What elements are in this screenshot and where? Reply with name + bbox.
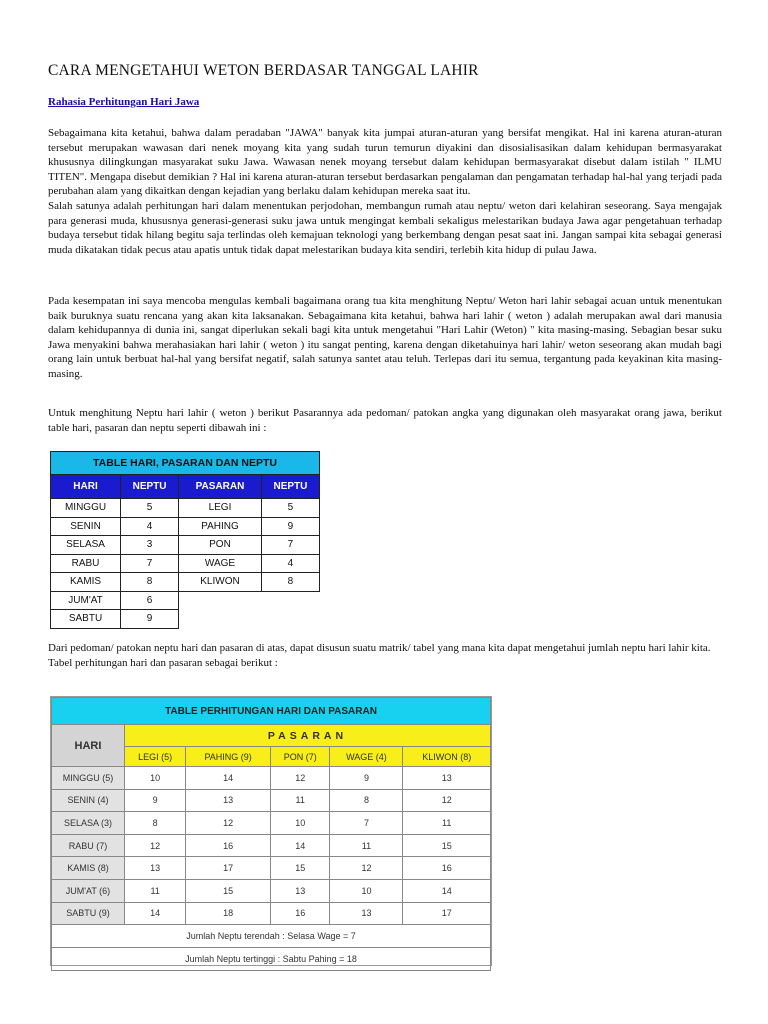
neptu-sum-cell: 17 — [186, 857, 271, 880]
pasaran-column-header: WAGE (4) — [330, 747, 403, 767]
neptu-table-row — [51, 517, 320, 536]
neptu-sum-cell: 12 — [403, 789, 491, 812]
neptu-sum-cell: 10 — [270, 812, 330, 835]
neptu-sum-cell: 16 — [270, 902, 330, 925]
perhitungan-table-row — [52, 834, 491, 857]
neptu-sum-cell: 12 — [330, 857, 403, 880]
neptu-sum-cell: 13 — [330, 902, 403, 925]
neptu-table-row — [51, 573, 320, 592]
neptu-sum-cell: 14 — [270, 834, 330, 857]
neptu-table-cell: PAHING — [179, 517, 262, 536]
neptu-table-cell: JUM'AT — [51, 591, 121, 610]
neptu-sum-cell: 10 — [330, 879, 403, 902]
neptu-sum-cell: 13 — [125, 857, 186, 880]
pasaran-header: PASARAN — [125, 725, 491, 747]
day-label: SENIN (4) — [52, 789, 125, 812]
neptu-sum-cell: 9 — [125, 789, 186, 812]
day-label: KAMIS (8) — [52, 857, 125, 880]
neptu-sum-cell: 10 — [125, 767, 186, 790]
paragraph-matrix-intro: Dari pedoman/ patokan neptu hari dan pasaran di atas, dapat disusun suatu matrik/ tabel yang mana kita dapat mengetahui jumlah neptu hari lahir kita. Tabel perhitungan hari dan pasaran sebagai berikut : — [48, 642, 711, 669]
day-label: SABTU (9) — [52, 902, 125, 925]
neptu-sum-cell: 16 — [186, 834, 271, 857]
neptu-table-title: TABLE HARI, PASARAN DAN NEPTU — [51, 452, 320, 475]
neptu-sum-cell: 9 — [330, 767, 403, 790]
perhitungan-table-row — [52, 857, 491, 880]
neptu-table-cell: 7 — [261, 536, 319, 555]
neptu-table-row — [51, 536, 320, 555]
perhitungan-table-row — [52, 812, 491, 835]
neptu-table-cell: 4 — [261, 554, 319, 573]
pasaran-column-header: PAHING (9) — [186, 747, 271, 767]
neptu-sum-cell: 13 — [186, 789, 271, 812]
perhitungan-table-row — [52, 879, 491, 902]
neptu-table-cell: MINGGU — [51, 499, 121, 518]
neptu-table-cell: LEGI — [179, 499, 262, 518]
paragraph-intro-part2: Salah satunya adalah perhitungan hari dalam menentukan perjodohan, membangun rumah atau neptu/ weton dari kelahiran seseorang. Saya mengajak para generasi muda, khususnya generasi-generasi suku jawa untuk mengingat kembali sekaligus melestarikan budaya Jawa agar pengetahuan terhadap budaya tersebut tidak hilang begitu saja terlindas oleh kemajuan teknologi yang berkembang dengan pesat saat ini. Jangan sampai kita sebagai generasi muda dikatakan tidak pecus atau apatis untuk tidak dapat melestarikan budaya kita sendiri, terlebih kita hidup di pulau Jawa. — [48, 199, 722, 256]
paragraph-intro-part1: Sebagaimana kita ketahui, bahwa dalam peradaban "JAWA" banyak kita jumpai aturan-aturan yang bersifat mengikat. Hal ini karena aturan-aturan tersebut merupakan wawasan dari nenek moyang kita yang sudah turun temurun diyakini dan disosialisasikan dalam kehidupan bermasyarakat khususnya dilingkungan masyarakat suku Jawa. Wawasan nenek moyang tersebut dalam kehidupan bermasyarakat disebut dalam istilah " ILMU TITEN". Mengapa disebut demikian ? Hal ini karena aturan-aturan tersebut berdasarkan pengalaman dan pengamatan terhadap hal-hal yang terjadi pada perubahan alam yang dikaitkan dengan kejadian yang berlaku dalam kehidupan mereka saat itu. — [48, 127, 722, 198]
neptu-table-row — [51, 591, 320, 610]
neptu-sum-cell: 16 — [403, 857, 491, 880]
day-label: MINGGU (5) — [52, 767, 125, 790]
footer-highest: Jumlah Neptu tertinggi : Sabtu Pahing = 18 — [52, 948, 491, 971]
neptu-sum-cell: 11 — [270, 789, 330, 812]
neptu-sum-cell: 11 — [125, 879, 186, 902]
neptu-sum-cell: 8 — [125, 812, 186, 835]
neptu-sum-cell: 15 — [186, 879, 271, 902]
footer-lowest: Jumlah Neptu terendah : Selasa Wage = 7 — [52, 925, 491, 948]
neptu-table-cell: RABU — [51, 554, 121, 573]
neptu-sum-cell: 12 — [186, 812, 271, 835]
perhitungan-table-title: TABLE PERHITUNGAN HARI DAN PASARAN — [52, 698, 491, 725]
neptu-sum-cell: 8 — [330, 789, 403, 812]
neptu-table-header: HARI — [51, 475, 121, 499]
perhitungan-table-row — [52, 789, 491, 812]
neptu-table-cell: KLIWON — [179, 573, 262, 592]
day-label: RABU (7) — [52, 834, 125, 857]
neptu-table-row — [51, 554, 320, 573]
neptu-table-cell: SENIN — [51, 517, 121, 536]
day-label: SELASA (3) — [52, 812, 125, 835]
neptu-table-cell: 8 — [121, 573, 179, 592]
neptu-table-cell: 8 — [261, 573, 319, 592]
perhitungan-table-row — [52, 902, 491, 925]
neptu-table-cell: KAMIS — [51, 573, 121, 592]
neptu-table-cell: SABTU — [51, 610, 121, 629]
pasaran-column-header: PON (7) — [270, 747, 330, 767]
neptu-sum-cell: 15 — [403, 834, 491, 857]
neptu-table-cell: 5 — [261, 499, 319, 518]
page-title: CARA MENGETAHUI WETON BERDASAR TANGGAL LAHIR — [48, 62, 479, 79]
day-label: JUM'AT (6) — [52, 879, 125, 902]
neptu-sum-cell: 14 — [403, 879, 491, 902]
neptu-table-header: NEPTU — [121, 475, 179, 499]
neptu-sum-cell: 17 — [403, 902, 491, 925]
neptu-sum-cell: 7 — [330, 812, 403, 835]
paragraph-neptu-intro: Untuk menghitung Neptu hari lahir ( weton ) berikut Pasarannya ada pedoman/ patokan angka yang digunakan oleh masyarakat orang jawa, berikut table hari, pasaran dan neptu seperti dibawah ini : — [48, 407, 722, 434]
neptu-table-cell: 7 — [121, 554, 179, 573]
pasaran-column-header: LEGI (5) — [125, 747, 186, 767]
neptu-sum-cell: 13 — [403, 767, 491, 790]
pasaran-column-header: KLIWON (8) — [403, 747, 491, 767]
perhitungan-table-row — [52, 767, 491, 790]
neptu-sum-cell: 11 — [403, 812, 491, 835]
neptu-table-cell: 9 — [121, 610, 179, 629]
neptu-table-empty — [179, 591, 320, 628]
neptu-table-cell: 9 — [261, 517, 319, 536]
neptu-table-row — [51, 499, 320, 518]
neptu-table-cell: 6 — [121, 591, 179, 610]
neptu-table-cell: 4 — [121, 517, 179, 536]
neptu-table-header: PASARAN — [179, 475, 262, 499]
neptu-table-cell: SELASA — [51, 536, 121, 555]
neptu-sum-cell: 11 — [330, 834, 403, 857]
paragraph-weton: Pada kesempatan ini saya mencoba mengulas kembali bagaimana orang tua kita menghitung Neptu/ Weton hari lahir sebagai acuan untuk menentukan baik buruknya suatu rencana yang akan kita laksanakan. Sebagaimana kita ketahui, bahwa hari lahir ( weton ) adalah merupakan awal dari manusia dalam kehidupannya di dunia ini, sangat diperlukan sekali bagi kita untuk mengetahui "Hari Lahir (Weton) " kita masing-masing. Sebagian besar suku Jawa menyakini bahwa merahasiakan hari lahir ( weton ) itu sangat penting, karena dengan diketahuinya hari lahir/ weton seseorang akan mudah bagi orang lain untuk berbuat hal-hal yang bersifat negatif, salah satunya santet atau teluh. Terlepas dari itu semua, tergantung pada keyakinan kita masing-masing. — [48, 295, 722, 380]
neptu-sum-cell: 14 — [125, 902, 186, 925]
perhitungan-table-image — [50, 696, 492, 966]
neptu-table-cell: 3 — [121, 536, 179, 555]
neptu-table-header: NEPTU — [261, 475, 319, 499]
neptu-sum-cell: 18 — [186, 902, 271, 925]
neptu-sum-cell: 15 — [270, 857, 330, 880]
subtitle-link[interactable]: Rahasia Perhitungan Hari Jawa — [48, 96, 200, 108]
neptu-table-cell: WAGE — [179, 554, 262, 573]
neptu-sum-cell: 13 — [270, 879, 330, 902]
hari-header: HARI — [52, 725, 125, 767]
neptu-sum-cell: 12 — [270, 767, 330, 790]
paragraph-intro — [48, 126, 722, 257]
perhitungan-table — [51, 697, 491, 971]
neptu-sum-cell: 14 — [186, 767, 271, 790]
neptu-table-cell: 5 — [121, 499, 179, 518]
neptu-table-cell: PON — [179, 536, 262, 555]
neptu-table — [50, 451, 320, 629]
neptu-sum-cell: 12 — [125, 834, 186, 857]
